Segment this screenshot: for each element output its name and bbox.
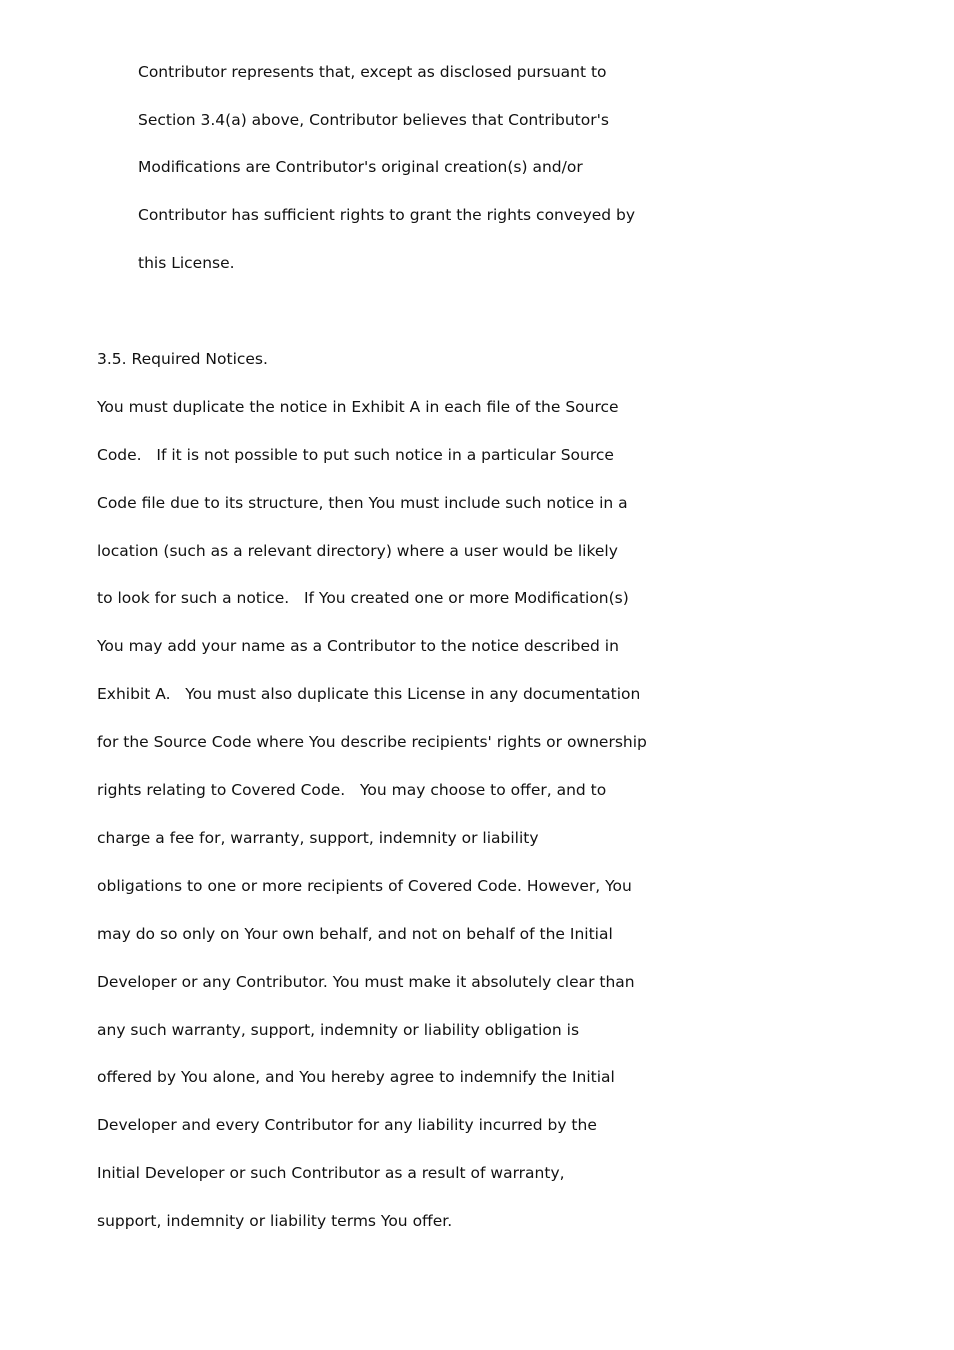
section-line: Initial Developer or such Contributor as a result of warranty, — [97, 1164, 565, 1182]
section-line: for the Source Code where You describe recipients' rights or ownership — [97, 733, 647, 751]
paragraph-line: Contributor has sufficient rights to grant the rights conveyed by — [138, 206, 636, 224]
section-line: You may add your name as a Contributor to the notice described in — [97, 637, 619, 655]
paragraph-line: Section 3.4(a) above, Contributor believes that Contributor's — [138, 111, 609, 129]
paragraph-line: Modifications are Contributor's original creation(s) and/or — [138, 158, 583, 176]
section-heading: 3.5. Required Notices. — [97, 350, 268, 368]
section-line: any such warranty, support, indemnity or liability obligation is — [97, 1021, 580, 1039]
section-line: Code file due to its structure, then You must include such notice in a — [97, 494, 628, 512]
section-line: Developer and every Contributor for any liability incurred by the — [97, 1116, 597, 1134]
section-line: offered by You alone, and You hereby agree to indemnify the Initial — [97, 1068, 615, 1086]
section-line: may do so only on Your own behalf, and not on behalf of the Initial — [97, 925, 613, 943]
paragraph-line: Contributor represents that, except as disclosed pursuant to — [138, 63, 607, 81]
section-line: rights relating to Covered Code. You may choose to offer, and to — [97, 781, 607, 799]
section-line: charge a fee for, warranty, support, indemnity or liability — [97, 829, 539, 847]
section-line: Code. If it is not possible to put such notice in a particular Source — [97, 446, 614, 464]
section-line: Developer or any Contributor. You must make it absolutely clear than — [97, 973, 635, 991]
paragraph-line: this License. — [138, 254, 235, 272]
section-line: location (such as a relevant directory) where a user would be likely — [97, 542, 618, 560]
section-line: to look for such a notice. If You created one or more Modification(s) — [97, 589, 629, 607]
section-line: support, indemnity or liability terms You offer. — [97, 1212, 453, 1230]
section-line: You must duplicate the notice in Exhibit A in each file of the Source — [97, 398, 619, 416]
section-line: Exhibit A. You must also duplicate this License in any documentation — [97, 685, 641, 703]
section-line: obligations to one or more recipients of Covered Code. However, You — [97, 877, 632, 895]
